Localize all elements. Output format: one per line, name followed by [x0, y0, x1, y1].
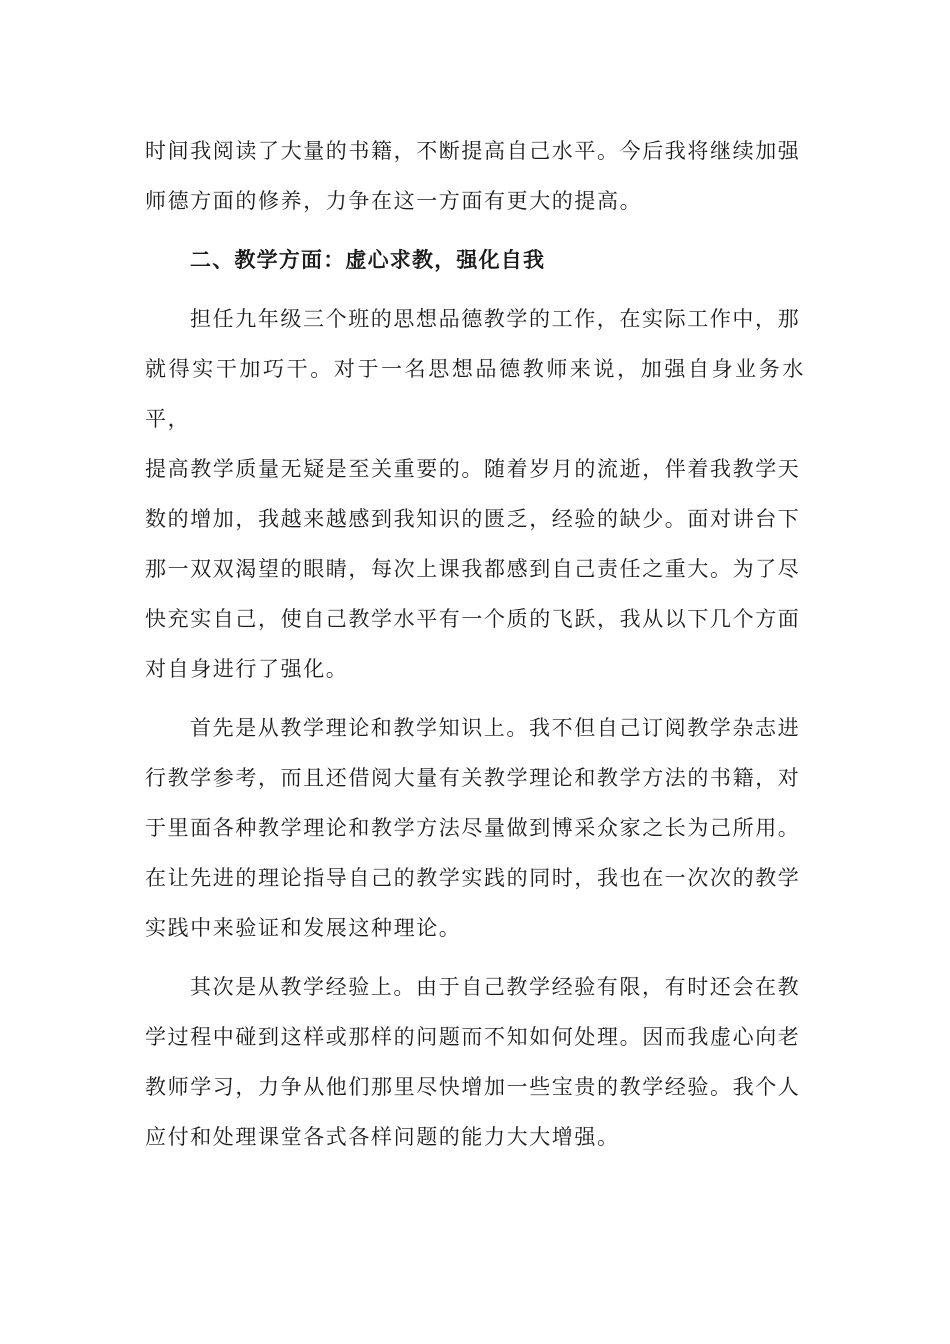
- paragraph-continued: [145, 126, 805, 226]
- paragraph-experience: [145, 962, 805, 1162]
- paragraph-theory: [145, 703, 805, 953]
- text-line: 行教学参考，而且还借阅大量有关教学理论和教学方法的书籍，对: [145, 766, 801, 790]
- text-line: 时间我阅读了大量的书籍，不断提高自己水平。今后我将继续加强: [145, 139, 801, 163]
- section-heading: 二、教学方面：虚心求教，强化自我: [190, 247, 546, 272]
- text-line: 首先是从教学理论和教学知识上。我不但自己订阅教学杂志进: [190, 716, 801, 740]
- text-line: 在让先进的理论指导自己的教学实践的同时，我也在一次次的教学: [145, 866, 801, 890]
- text-line: 学过程中碰到这样或那样的问题而不知如何处理。因而我虚心向老: [145, 1025, 801, 1049]
- text-line: 就得实干加巧干。对于一名思想品德教师来说，加强自身业务水平，: [145, 357, 805, 431]
- text-line: 担任九年级三个班的思想品德教学的工作，在实际工作中，那: [190, 307, 801, 331]
- text-line: 教师学习，力争从他们那里尽快增加一些宝贵的教学经验。我个人: [145, 1075, 801, 1099]
- text-line: 提高教学质量无疑是至关重要的。随着岁月的流逝，伴着我教学天: [145, 457, 801, 481]
- text-line: 快充实自己，使自己教学水平有一个质的飞跃，我从以下几个方面: [145, 607, 801, 631]
- document-body: [145, 126, 805, 1162]
- text-line: 实践中来验证和发展这种理论。: [145, 916, 462, 940]
- text-line: 对自身进行了强化。: [145, 657, 349, 681]
- paragraph-teaching-work: [145, 294, 805, 694]
- text-line: 于里面各种教学理论和教学方法尽量做到博采众家之长为己所用。: [145, 816, 801, 840]
- text-line: 应付和处理课堂各式各样问题的能力大大增强。: [145, 1125, 620, 1149]
- text-line: 数的增加，我越来越感到我知识的匮乏，经验的缺少。面对讲台下: [145, 507, 801, 531]
- text-line: 师德方面的修养，力争在这一方面有更大的提高。: [145, 189, 643, 213]
- text-line: 那一双双渴望的眼睛，每次上课我都感到自己责任之重大。为了尽: [145, 557, 801, 581]
- text-line: 其次是从教学经验上。由于自己教学经验有限，有时还会在教: [190, 975, 801, 999]
